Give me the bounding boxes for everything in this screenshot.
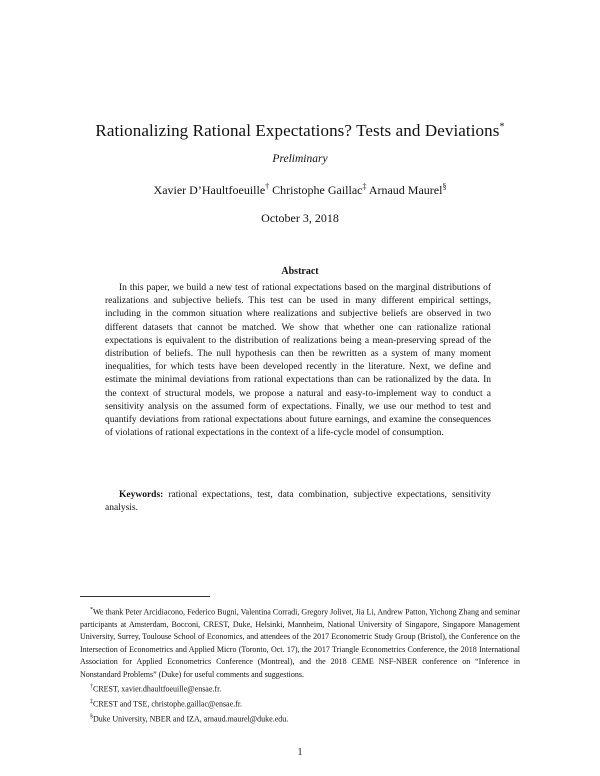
author-list bbox=[0, 182, 600, 198]
keywords-text: rational expectations, test, data combination, subjective expectations, sensitivity analysis. bbox=[105, 490, 491, 514]
footnote-text: CREST, xavier.dhaultfoeuille@ensae.fr. bbox=[93, 684, 222, 694]
footnote bbox=[80, 604, 520, 681]
keywords-label: Keywords: bbox=[119, 490, 164, 500]
author-footnote-mark: ‡ bbox=[362, 182, 367, 191]
author-name: Christophe Gaillac bbox=[272, 183, 363, 197]
footnote-mark: * bbox=[90, 607, 93, 613]
footnote-text: We thank Peter Arcidiacono, Federico Bugni, Valentina Corradi, Gregory Jolivet, Jia Li, Andrew Patton, Yichong Zhang and seminar participants at Amsterdam, Bocconi, CREST, Duke, Helsinki, Mannheim, National University of Singapore, Singapore Management University, Surrey, Toulouse School of Economics, and attendees of the 2017 Econometric Study Group (Bristol), the Conference on the Intersection of Econometrics and Applied Micro (Toronto, Oct. 17), the 2017 Triangle Econometrics Conference, the 2018 International Association for Applied Econometrics Conference (Montreal), and the 2018 CEME NSF-NBER conference on “Inference in Nonstandard Problems” (Duke) for useful comments and suggestions. bbox=[80, 607, 520, 679]
footnote bbox=[80, 681, 520, 696]
footnote-rule bbox=[80, 596, 210, 597]
footnote-text: CREST and TSE, christophe.gaillac@ensae.fr. bbox=[93, 699, 243, 709]
page-number: 1 bbox=[297, 747, 303, 758]
footnote-text: Duke University, NBER and IZA, arnaud.maurel@duke.edu. bbox=[93, 714, 289, 724]
title-footnote-mark: * bbox=[499, 121, 505, 133]
footnote bbox=[80, 696, 520, 711]
paper-subtitle: Preliminary bbox=[272, 153, 328, 165]
author-name: Xavier D’Haultfoeuille bbox=[153, 183, 266, 197]
paper-title-text: Rationalizing Rational Expectations? Tests and Deviations bbox=[95, 121, 500, 140]
author-footnote-mark: † bbox=[265, 182, 270, 191]
footnotes bbox=[80, 604, 520, 726]
footnote-mark: § bbox=[90, 714, 93, 721]
paper-date: October 3, 2018 bbox=[261, 211, 339, 225]
abstract-heading: Abstract bbox=[281, 266, 319, 277]
footnote bbox=[80, 711, 520, 726]
author-name: Arnaud Maurel bbox=[368, 183, 443, 197]
footnote-mark: † bbox=[90, 684, 93, 691]
keywords-paragraph bbox=[105, 489, 491, 515]
abstract-text: In this paper, we build a new test of rational expectations based on the marginal distributions of realizations and subjective beliefs. This test can be used in many different empirical settings, including in the common situation where realizations and subjective beliefs are observed in two different datasets that cannot be matched. We show that whether one can rationalize rational expectations is equivalent to the distribution of realizations being a mean-preserving spread of the distribution of beliefs. The null hypothesis can then be rewritten as a system of many moment inequalities, for which tests have been developed recently in the literature. Next, we define and estimate the minimal deviations from rational expectations than can be rationalized by the data. In the context of structural models, we propose a natural and easy-to-implement way to conduct a sensitivity analysis on the assumed form of expectations. Finally, we use our method to test and quantify deviations from rational expectations about future earnings, and examine the consequences of violations of rational expectations in the context of a life-cycle model of consumption. bbox=[105, 283, 491, 439]
footnote-mark: ‡ bbox=[90, 699, 93, 706]
paper-title bbox=[0, 121, 600, 141]
author-footnote-mark: § bbox=[442, 182, 447, 191]
